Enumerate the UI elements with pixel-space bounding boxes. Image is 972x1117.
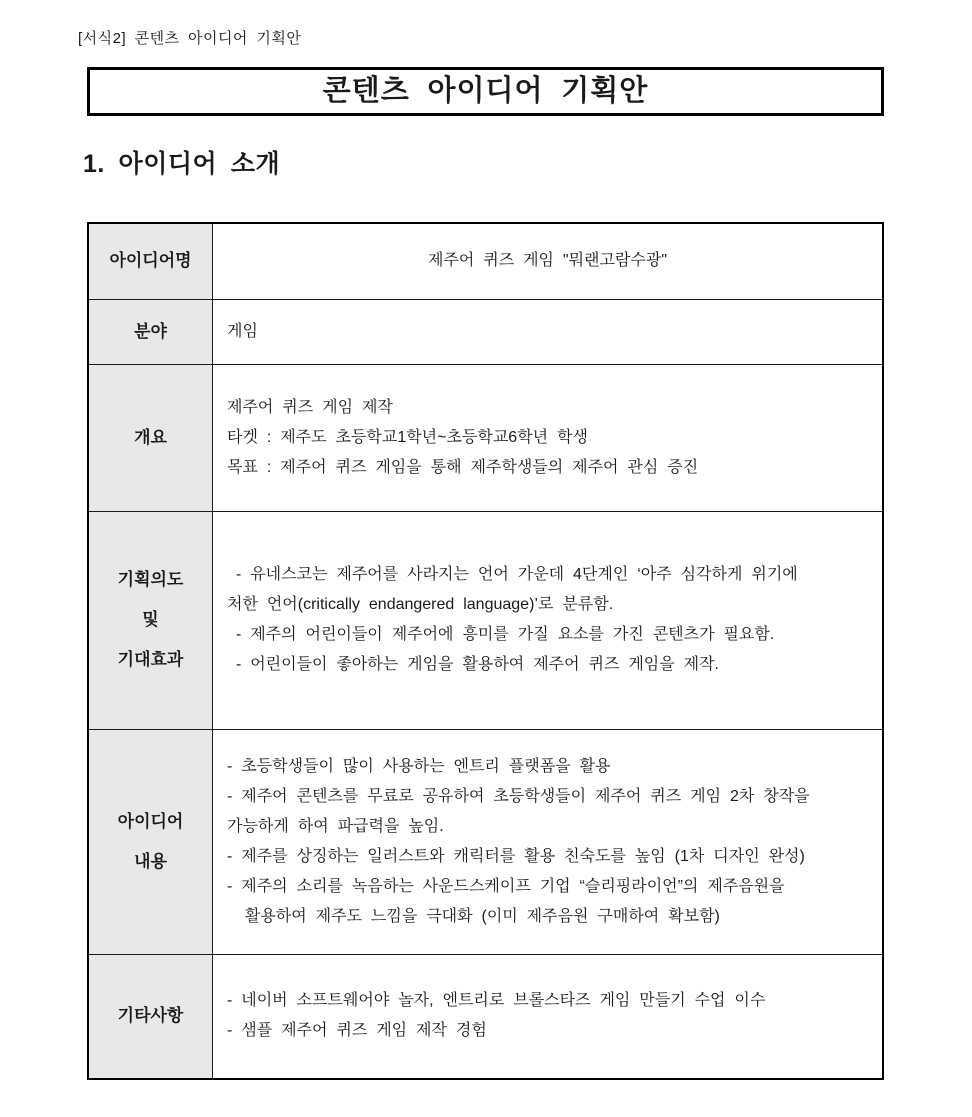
row-label-cell	[88, 299, 213, 364]
table-row-field	[88, 299, 883, 364]
row-content-cell	[213, 729, 884, 954]
row-label-line: 기대효과	[117, 650, 184, 669]
row-label-line: 분야	[134, 321, 167, 341]
row-label-cell	[88, 954, 213, 1079]
idea-table	[87, 222, 884, 1080]
row-content-cell	[213, 511, 884, 729]
row-content-line: - 제주를 상징하는 일러스트와 캐릭터를 활용 친숙도를 높임 (1차 디자인 완성)	[227, 847, 805, 865]
row-content-line: - 제주어 콘텐츠를 무료로 공유하여 초등학생들이 제주어 퀴즈 게임 2차 창작을	[227, 787, 810, 805]
row-content-line: 처한 언어(critically endangered language)’로 분류함.	[227, 596, 614, 613]
row-content-line: - 유네스코는 제주어를 사라지는 언어 가운데 4단계인 ‘아주 심각하게 위기에	[227, 566, 798, 583]
row-content-cell	[213, 223, 884, 299]
document-body	[78, 27, 884, 1080]
table-row-idea-name	[88, 223, 883, 299]
table-row-intent-and-effect	[88, 511, 883, 729]
row-content-line: - 어린이들이 좋아하는 게임을 활용하여 제주어 퀴즈 게임을 제작.	[227, 656, 719, 673]
row-content-line: - 네이버 소프트웨어야 놀자, 엔트리로 브롤스타즈 게임 만들기 수업 이수	[227, 992, 766, 1010]
row-content-line: 목표 : 제주어 퀴즈 게임을 통해 제주학생들의 제주어 관심 증진	[227, 458, 699, 476]
table-row-idea-detail	[88, 729, 883, 954]
table-row-etc	[88, 954, 883, 1079]
row-content-line: 제주어 퀴즈 게임 제작	[227, 398, 393, 416]
row-label-cell	[88, 511, 213, 729]
row-label-cell	[88, 364, 213, 511]
form-number-label: [서식2] 콘텐츠 아이디어 기획안	[78, 30, 302, 47]
title-box	[87, 67, 884, 116]
row-content-line: - 제주의 소리를 녹음하는 사운드스케이프 기업 “슬리핑라이언”의 제주음원을	[227, 877, 785, 895]
row-label-cell	[88, 223, 213, 299]
document-title: 콘텐츠 아이디어 기획안	[322, 75, 649, 107]
row-content-line: - 제주의 어린이들이 제주어에 흥미를 가질 요소를 가진 콘텐츠가 필요함.	[227, 626, 775, 643]
section-heading: 1. 아이디어 소개	[83, 150, 281, 178]
row-content-line: 타겟 : 제주도 초등학교1학년~초등학교6학년 학생	[227, 428, 588, 446]
idea-table-body	[88, 223, 883, 1079]
row-label-line: 개요	[134, 427, 167, 447]
row-content-cell	[213, 954, 884, 1079]
row-label-line: 내용	[134, 851, 167, 871]
row-label-line: 및	[142, 610, 159, 629]
row-content-line: - 초등학생들이 많이 사용하는 엔트리 플랫폼을 활용	[227, 757, 611, 775]
row-content-line: 활용하여 제주도 느낌을 극대화 (이미 제주음원 구매하여 확보함)	[227, 907, 720, 925]
row-label-line: 기타사항	[117, 1006, 184, 1026]
row-content-line: - 샘플 제주어 퀴즈 게임 제작 경험	[227, 1022, 487, 1040]
row-label-line: 아이디어	[117, 811, 184, 831]
row-label-line: 아이디어명	[109, 251, 192, 271]
row-content-line: 가능하게 하여 파급력을 높임.	[227, 817, 444, 835]
table-row-overview	[88, 364, 883, 511]
row-label-cell	[88, 729, 213, 954]
row-content-cell	[213, 299, 884, 364]
row-label-line: 기획의도	[117, 570, 184, 589]
row-content-line: 제주어 퀴즈 게임 "뭐랜고람수광"	[427, 252, 668, 270]
row-content-cell	[213, 364, 884, 511]
row-content-line: 게임	[227, 322, 258, 340]
